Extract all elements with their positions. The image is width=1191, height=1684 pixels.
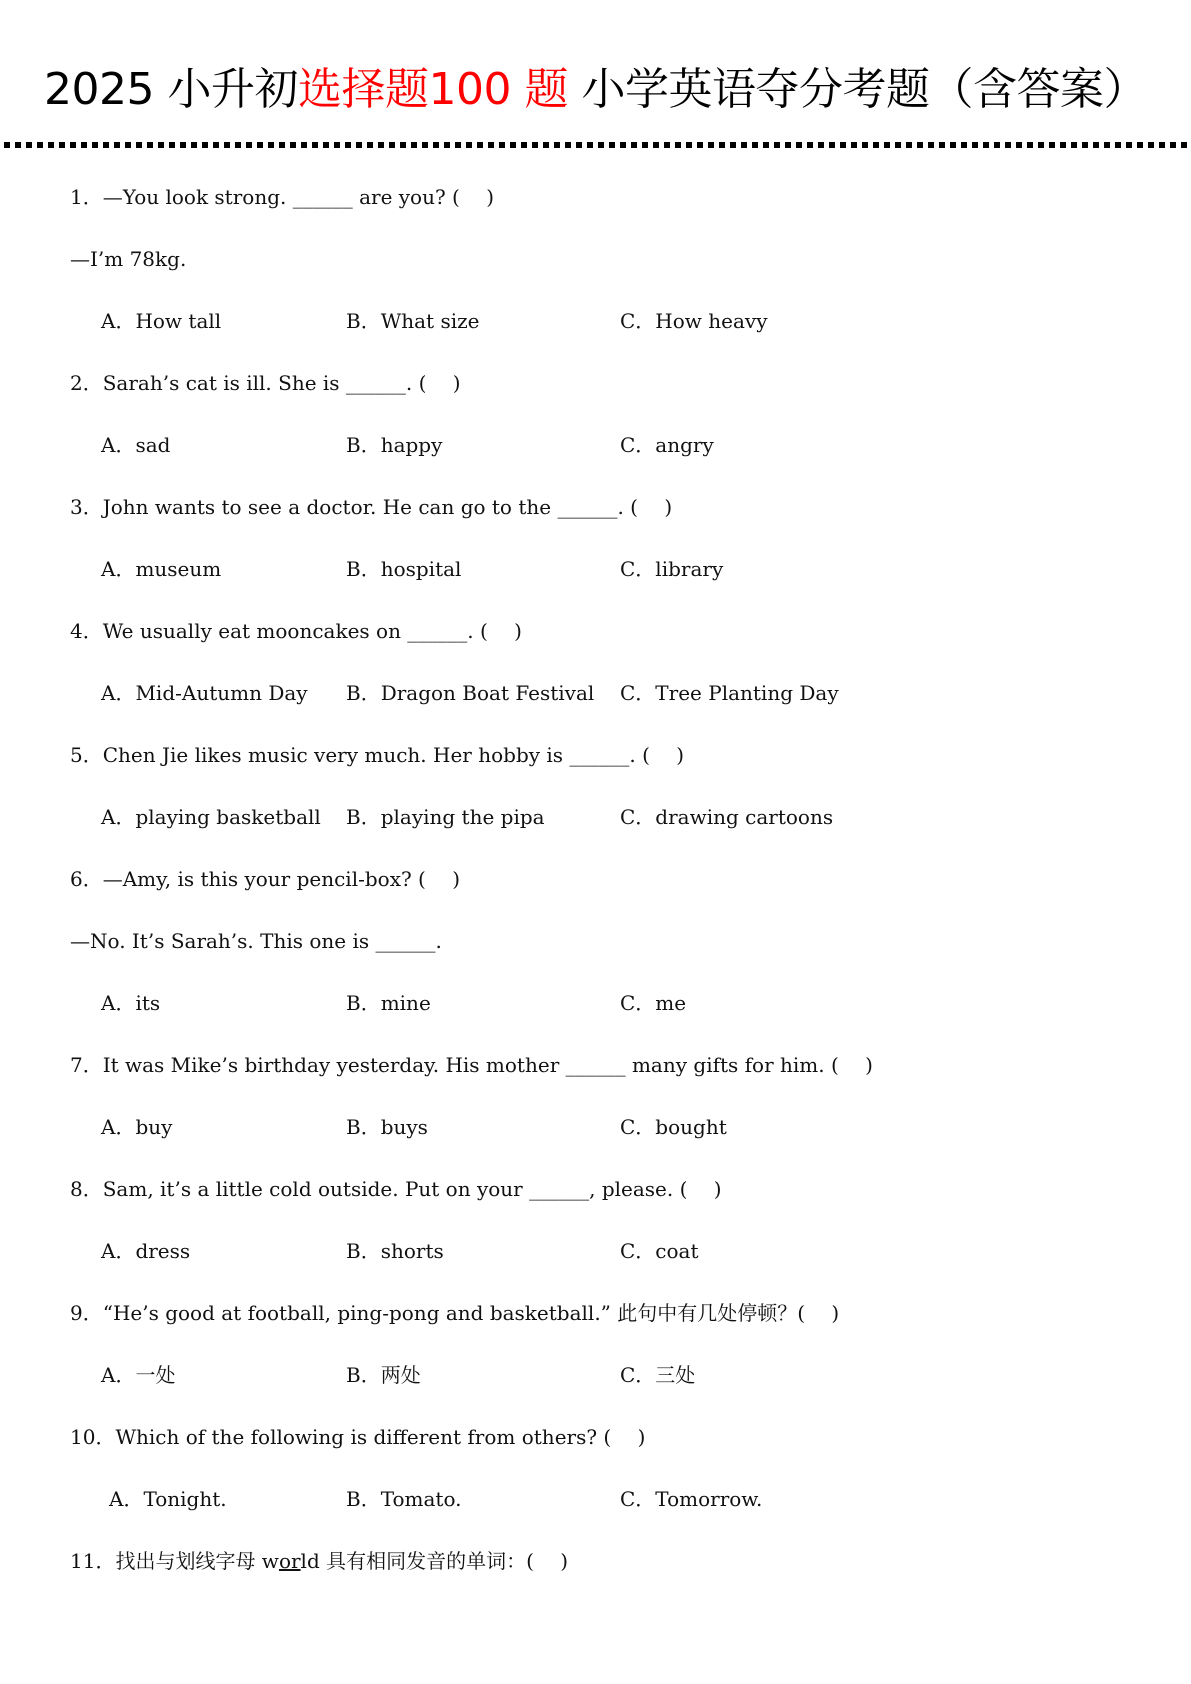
question-5-text: 5．Chen Jie likes music very much. Her hobby is ______. ( ): [70, 743, 685, 767]
q7-option-c[interactable]: C．bought: [620, 1115, 727, 1139]
q7-option-a[interactable]: A．buy: [101, 1115, 173, 1139]
q1-option-c[interactable]: C．How heavy: [620, 309, 768, 333]
q11-suffix: ld 具有相同发音的单词：( ): [300, 1549, 569, 1573]
q8-option-c[interactable]: C．coat: [620, 1239, 699, 1263]
question-9-text: 9．“He’s good at football, ping-pong and basketball.” 此句中有几处停顿？( ): [70, 1301, 840, 1325]
question-7-text: 7．It was Mike’s birthday yesterday. His mother ______ many gifts for him. ( ): [70, 1053, 873, 1077]
title-highlight: 选择题100 题: [298, 64, 568, 115]
question-6-answer-line: —No. It’s Sarah’s. This one is ______.: [70, 929, 442, 953]
question-10-text: 10．Which of the following is different from others? ( ): [70, 1425, 646, 1449]
q9-option-a[interactable]: A．一处: [101, 1363, 176, 1387]
q4-option-c[interactable]: C．Tree Planting Day: [620, 681, 839, 705]
q6-option-c[interactable]: C．me: [620, 991, 687, 1015]
title-part-3: 小学英语夺分考题（含答案）: [567, 64, 1147, 115]
question-8-text: 8．Sam, it’s a little cold outside. Put on your ______, please. ( ): [70, 1177, 722, 1201]
q3-option-c[interactable]: C．library: [620, 557, 724, 581]
q1-option-a[interactable]: A．How tall: [101, 309, 222, 333]
q2-option-c[interactable]: C．angry: [620, 433, 714, 457]
q9-option-b[interactable]: B．两处: [346, 1363, 421, 1387]
q6-option-b[interactable]: B．mine: [346, 991, 431, 1015]
q2-option-a[interactable]: A．sad: [101, 433, 171, 457]
question-1-answer-line: —I’m 78kg.: [70, 247, 187, 271]
question-1-text: 1．—You look strong. ______ are you? ( ): [70, 185, 495, 209]
q3-option-b[interactable]: B．hospital: [346, 557, 462, 581]
q10-option-c[interactable]: C．Tomorrow.: [620, 1487, 763, 1511]
title-part-1: 2025 小升初: [44, 64, 298, 115]
question-6-text: 6．—Amy, is this your pencil-box? ( ): [70, 867, 461, 891]
question-4-text: 4．We usually eat mooncakes on ______. ( ): [70, 619, 522, 643]
q4-option-b[interactable]: B．Dragon Boat Festival: [346, 681, 595, 705]
q5-option-b[interactable]: B．playing the pipa: [346, 805, 545, 829]
q5-option-c[interactable]: C．drawing cartoons: [620, 805, 834, 829]
q1-option-b[interactable]: B．What size: [346, 309, 480, 333]
q3-option-a[interactable]: A．museum: [101, 557, 222, 581]
q9-option-c[interactable]: C．三处: [620, 1363, 696, 1387]
q11-underlined-letters: or: [278, 1549, 301, 1573]
question-11-text: [70, 1548, 568, 1574]
q2-option-b[interactable]: B．happy: [346, 433, 443, 457]
q4-option-a[interactable]: A．Mid-Autumn Day: [101, 681, 308, 705]
q8-option-b[interactable]: B．shorts: [346, 1239, 444, 1263]
dotted-divider: [4, 142, 1191, 148]
q6-option-a[interactable]: A．its: [101, 991, 161, 1015]
question-2-text: 2．Sarah’s cat is ill. She is ______. ( ): [70, 371, 461, 395]
q7-option-b[interactable]: B．buys: [346, 1115, 428, 1139]
q11-prefix: 11．找出与划线字母 w: [70, 1549, 279, 1573]
q10-option-b[interactable]: B．Tomato.: [346, 1487, 462, 1511]
q5-option-a[interactable]: A．playing basketball: [101, 805, 321, 829]
q8-option-a[interactable]: A．dress: [101, 1239, 191, 1263]
q10-option-a[interactable]: A．Tonight.: [109, 1487, 227, 1511]
question-3-text: 3．John wants to see a doctor. He can go to the ______. ( ): [70, 495, 673, 519]
page-title: [0, 62, 1191, 118]
